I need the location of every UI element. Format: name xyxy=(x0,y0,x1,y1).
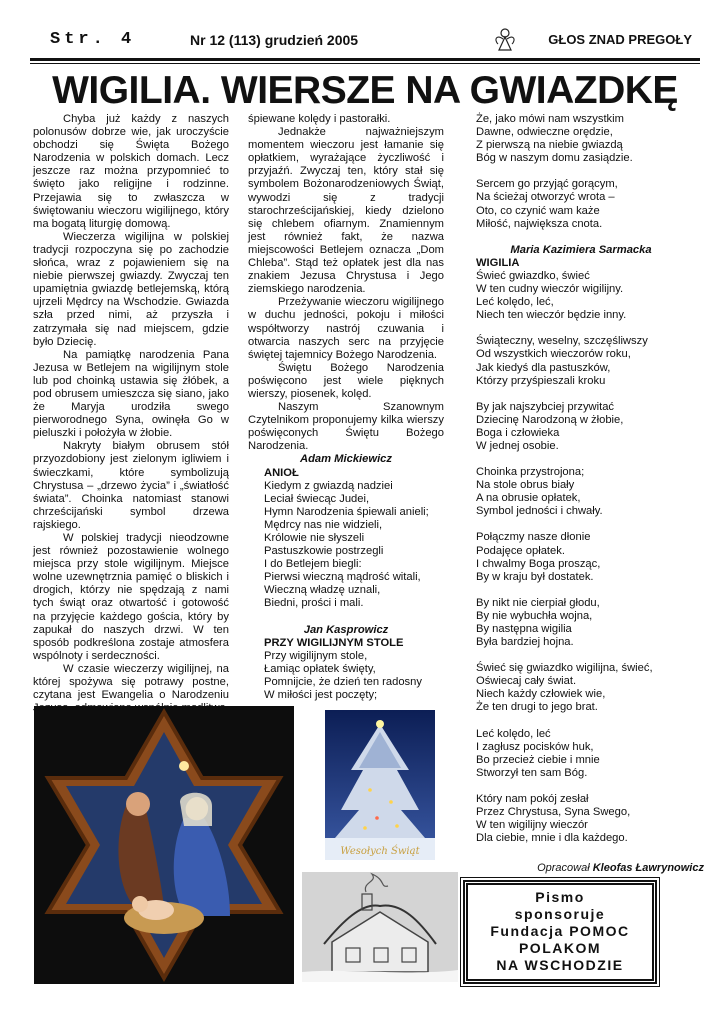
article-column-3 xyxy=(476,113,686,845)
article-column-1 xyxy=(33,113,229,715)
poem-stanza xyxy=(476,401,686,453)
poem-line: W ten cudny wieczór wigilijny. xyxy=(476,283,624,296)
poem-line: By jak najszybciej przywitać xyxy=(476,400,615,413)
poem-line: Połączmy nasze dłonie xyxy=(476,531,591,544)
poem-line: Oto, co czynić wam każe xyxy=(476,204,600,217)
poem-line: Przez Chrystusa, Syna Swego, xyxy=(476,806,631,819)
paragraph: Naszym Szanownym Czytelnikom proponujemy kilka wierszy poświęconych Świętu Bożego Narodzenia. xyxy=(248,401,444,453)
snowy-house-sketch xyxy=(302,872,458,982)
poem-line: Bóg w naszym domu zasiądzie. xyxy=(476,152,633,165)
poem-line: Jak kiedyś dla pastuszków, xyxy=(476,361,611,374)
poem-stanza xyxy=(476,728,686,780)
nativity-star-image xyxy=(34,706,294,984)
poem-wigilia xyxy=(476,270,686,845)
poem-line: Sercem go przyjąć gorącym, xyxy=(476,178,618,191)
article-headline: WIGILIA. WIERSZE NA GWIAZDKĘ xyxy=(52,69,678,112)
poem-line: I zagłusz pocisków huk, xyxy=(476,740,594,753)
poem-line: Że, jako mówi nam wszystkim xyxy=(476,113,624,125)
poem-line: A na obrusie opłatek, xyxy=(476,492,581,505)
poem-line: Podajęce opłatek. xyxy=(476,544,565,557)
poem-author: Adam Mickiewicz xyxy=(299,453,393,466)
sponsor-line: POLAKOM xyxy=(518,940,602,956)
poem-line: Mędrcy nas nie widzieli, xyxy=(264,518,383,531)
poem-line: Hymn Narodzenia śpiewali anieli; xyxy=(264,505,429,518)
poem-line: Pastuszkowie postrzegli xyxy=(264,545,384,558)
poem-line: Leć kolędo, leć, xyxy=(476,296,554,309)
poem-line: Biedni, prości i mali. xyxy=(264,597,364,610)
poem-line: Dla ciebie, mnie i dla każdego. xyxy=(476,832,628,845)
poem-line: Pierwsi wieczną mądrość witali, xyxy=(264,571,421,584)
poem-line: Leciał świecąc Judei, xyxy=(264,492,370,505)
paragraph: Jednakże najważniejszym momentem wieczoru jest łamanie się opłatkiem, wyrażające życzliwość i przyjaźń. Zwyczaj ten, który stał się symbolem Bożonarodzeniowych Świąt, wywodzi się z tradycji starochrześcijańskiej, kiedy dzielono się chlebem ofiarnym. Znamiennym jest również fakt, że nazwa miejscowości Betlejem oznacza „Dom Chleba”. Stąd też opłatek jest dla nas znakiem Jezusa Chrystusa i Jego ziemskiego narodzenia. xyxy=(248,126,444,296)
poem-author: Jan Kasprowicz xyxy=(303,623,389,636)
poem-line: By w kraju był dostatek. xyxy=(476,570,594,583)
poem-stanza xyxy=(476,466,686,518)
poem-line: Dziecinę Narodzoną w żłobie, xyxy=(476,413,624,426)
poem-line: By następna wigilia xyxy=(476,623,572,635)
poem-line: W jednej osobie. xyxy=(476,439,559,452)
poem-line: Którzy przyśpieszali kroku xyxy=(476,374,606,387)
credit-prefix: Opracował xyxy=(537,862,590,874)
header-rule-thin xyxy=(30,63,700,64)
sponsor-line: Fundacja POMOC xyxy=(490,923,630,939)
paragraph: Nakryty białym obrusem stół przyozdobiony jest zielonym igliwiem i świeczkami, które symbolizują Chrystusa – „drzewo życia” i „światłość świata”. Choinka natomiast stanowi chrześcijański symbol drzewa rajskiego. xyxy=(33,440,229,531)
poem-line: By nikt nie cierpiał głodu, xyxy=(476,596,600,609)
poem-line: I do Betlejem biegli: xyxy=(264,558,362,571)
poem-line: Leć kolędo, leć xyxy=(476,727,551,740)
poem-stanza xyxy=(476,531,686,583)
poem-wigilijny-stol xyxy=(248,637,444,702)
poem-stanza xyxy=(476,662,686,714)
tree-caption: Wesołych Świąt xyxy=(340,846,420,857)
poem-line: Symbol jedności i chwały. xyxy=(476,505,603,518)
header-rule xyxy=(30,58,700,61)
poem-line: Łamiąc opłatek święty, xyxy=(264,662,376,675)
poem-line: By nie wybuchła wojna, xyxy=(476,609,593,622)
paragraph: śpiewane kolędy i pastorałki. xyxy=(248,113,391,125)
poem-stanza xyxy=(476,270,686,322)
credit-name: Kleofas Ławrynowicz xyxy=(592,862,704,874)
poem-line: Kiedym z gwiazdą nadziei xyxy=(264,479,393,492)
sponsor-line: Pismo xyxy=(535,889,585,905)
newspaper-masthead: GŁOS ZNAD PREGOŁY xyxy=(548,32,692,47)
paragraph: W polskiej tradycji nieodzowne jest również pozostawienie wolnego miejsca przy stole wigilijnym. Miejsce wolne uzewnętrznia pamięć o bliskich i drogich, którzy nie spędzają z nami tych świąt oraz otwartość i gotowość na przyjęcie każdego gościa, który by zapukał do naszych drzwi. W ten sposób podkreślona zostaje atmosfera wspólnoty i serdeczności. xyxy=(33,532,229,662)
angel-icon xyxy=(492,26,518,52)
issue-number: Nr 12 (113) grudzień 2005 xyxy=(190,32,359,48)
page-number: Str. 4 xyxy=(50,30,136,49)
sponsor-line: sponsoruje xyxy=(514,906,606,922)
paragraph: Świętu Bożego Narodzenia poświęcono jest wiele pięknych wierszy, piosenek, kolęd. xyxy=(248,361,444,400)
poem-angel xyxy=(248,467,444,611)
poem-author: Maria Kazimiera Sarmacka xyxy=(510,243,652,256)
poem-line: Wieczną władzę uznali, xyxy=(264,584,381,597)
sponsor-box xyxy=(463,880,657,984)
poem-stanza xyxy=(476,793,686,845)
poem-stanza xyxy=(476,178,686,230)
poem-line: I chwalmy Boga prosząc, xyxy=(476,557,601,570)
poem-line: W ten wigilijny wieczór xyxy=(476,819,588,832)
poem-line: Na stole obrus biały xyxy=(476,479,575,492)
paragraph: Wieczerza wigilijna w polskiej tradycji rozpoczyna się po zachodzie słońca, wraz z pojawieniem się na niebie pierwszej gwiazdy. Zwyczaj ten upamiętnia gwiazdę betlejemską, którą ujrzeli Mędrcy na Wschodzie. Gwiazda szła przed nimi, aż przyszła i zatrzymała się nad miejscem, gdzie było Dziecię. xyxy=(33,230,229,348)
poem-title: ANIOŁ xyxy=(264,466,299,479)
page-header xyxy=(30,26,700,58)
poem-line: Miłość, największa cnota. xyxy=(476,217,603,230)
poem-line: Bo przecież ciebie i mnie xyxy=(476,753,600,766)
poem-line: Stworzył ten sam Bóg. xyxy=(476,766,588,779)
paragraph: W czasie wieczerzy wigilijnej, na której spożywa się potrawy postne, czytana jest Ewangelia o Narodzeniu xyxy=(33,662,229,702)
compiled-by-credit xyxy=(537,862,704,874)
poem-line: Królowie nie słyszeli xyxy=(264,532,365,544)
poem-line: Boga i człowieka xyxy=(476,426,560,439)
poem-line: Od wszystkich wieczorów roku, xyxy=(476,348,631,361)
poem-stanza xyxy=(476,597,686,649)
article-column-2 xyxy=(248,113,444,702)
poem-line: Niech każdy człowiek wie, xyxy=(476,688,606,701)
poem-line: Świeć gwiazdko, świeć xyxy=(476,269,590,282)
christmas-tree-image xyxy=(325,710,435,860)
poem-line: Dawne, odwieczne orędzie, xyxy=(476,126,613,139)
poem-stanza xyxy=(476,113,686,165)
poem-line: Świeć się gwiazdko wigilijna, świeć, xyxy=(476,662,653,675)
paragraph: Na pamiątkę narodzenia Pana Jezusa w Betlejem na wigilijnym stole lub pod choinką ustawia się żłóbek, a pod obrusem umieszcza się siano, jako że Maryja urodziła swego pierworodnego Syna, owinęła Go w pieluszki i położyła w żłobie. xyxy=(33,348,229,440)
poem-title: WIGILIA xyxy=(476,256,520,269)
sponsor-line: NA WSCHODZIE xyxy=(496,957,624,973)
poem-line: W miłości jest poczęty; xyxy=(264,689,378,702)
poem-stanza xyxy=(476,335,686,387)
poem-line: Choinka przystrojona; xyxy=(476,466,585,479)
paragraph: Przeżywanie wieczoru wigilijnego w duchu jedności, pokoju i miłości współtworzy nastrój czuwania i otwarcia naszych serc na przyjęcie świętej tajemnicy Bożego Narodzenia. xyxy=(248,296,444,361)
poem-line: Z pierwszą na niebie gwiazdą xyxy=(476,139,623,152)
poem-line: Przy wigilijnym stole, xyxy=(264,649,368,662)
paragraph: Chyba już każdy z naszych polonusów dobrze wie, jak uroczyście obchodzi się Święta Bożego Narodzenia w polskich domach. Lecz jeszcze raz można przypomnieć to święto jako religijne i rodzinne. Przejawia się to zwłaszcza w świętowaniu wieczoru wigilijnego, który ma bogatą liturgię domową. xyxy=(33,113,229,230)
poem-line: Że ten drugi to jego brat. xyxy=(476,701,598,714)
poem-line: Pomnijcie, że dzień ten radosny xyxy=(264,675,422,688)
poem-line: Była bardziej hojna. xyxy=(476,636,574,649)
poem-line: Niech ten wieczór będzie inny. xyxy=(476,309,627,322)
poem-line: Oświecaj cały świat. xyxy=(476,675,577,688)
poem-title: PRZY WIGILIJNYM STOLE xyxy=(264,636,404,649)
poem-line: Świąteczny, weselny, szczęśliwszy xyxy=(476,335,648,348)
poem-line: Na ścieżaj otworzyć wrota – xyxy=(476,191,615,204)
poem-line: Który nam pokój zesłał xyxy=(476,792,589,805)
